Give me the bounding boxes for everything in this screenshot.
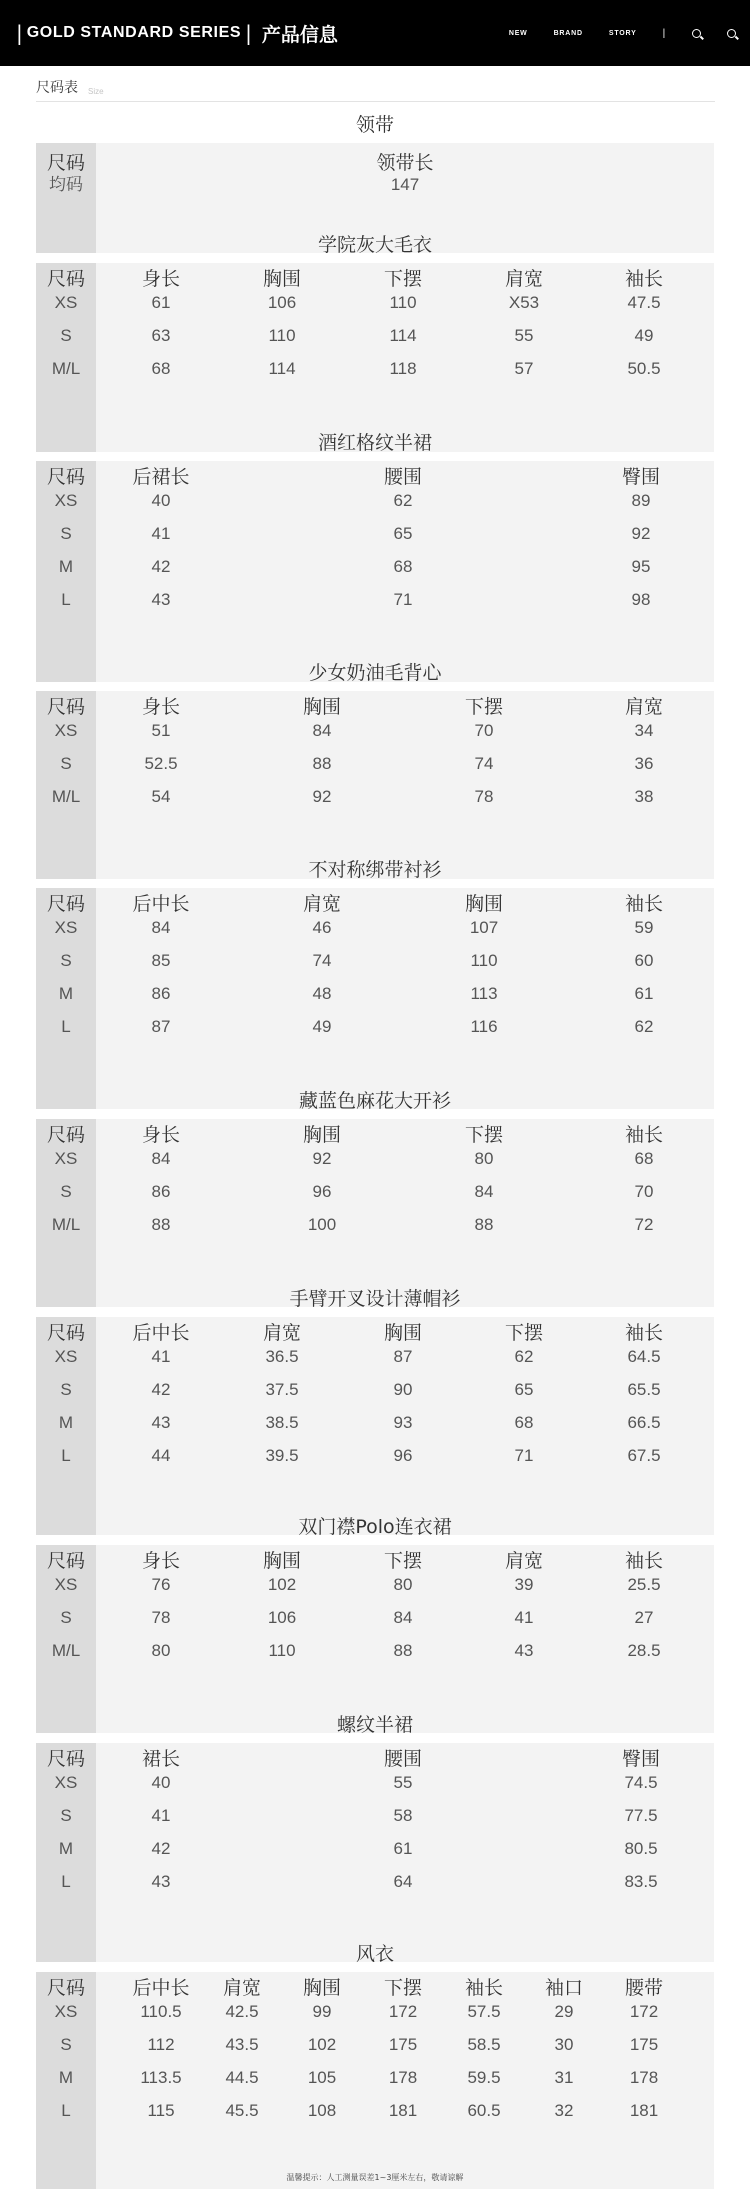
size-value: XS (54, 491, 78, 510)
measurement-value: 86 (151, 984, 171, 1003)
measurement-value: 114 (389, 326, 417, 345)
size-value: M (58, 2068, 74, 2087)
section-subtitle: Size (88, 87, 104, 96)
measurement-area (96, 1545, 714, 1733)
measurement-value: 41 (151, 1806, 171, 1825)
measurement-value: 116 (470, 1017, 498, 1036)
column-header: 身长 (141, 1550, 180, 1572)
measurement-value: 88 (474, 1215, 494, 1234)
measurement-value: 68 (393, 557, 413, 576)
column-header: 身长 (141, 696, 180, 718)
column-header: 下摆 (464, 1124, 503, 1146)
measurement-value: 90 (393, 1380, 413, 1399)
size-chart (36, 425, 714, 682)
measurement-value: 38.5 (265, 1413, 299, 1432)
measurement-value: 84 (151, 1149, 171, 1168)
measurement-value: 72 (634, 1215, 654, 1234)
chart-title: 少女奶油毛背心 (308, 662, 442, 684)
measurement-value: 28.5 (627, 1641, 661, 1660)
measurement-value: 68 (634, 1149, 654, 1168)
measurement-value: 84 (474, 1182, 494, 1201)
size-header: 尺码 (46, 893, 85, 915)
measurement-value: 60.5 (467, 2101, 501, 2120)
measurement-value: 115 (147, 2101, 175, 2120)
size-chart (36, 227, 714, 452)
size-value: S (60, 326, 72, 345)
size-header: 尺码 (46, 1748, 85, 1770)
size-header: 尺码 (46, 696, 85, 718)
measurement-value: 102 (267, 1575, 297, 1594)
brand-series: GOLD STANDARD SERIES (26, 24, 242, 41)
measurement-value: 49 (312, 1017, 332, 1036)
measurement-value: 74 (312, 951, 332, 970)
measurement-value: 49 (634, 326, 654, 345)
column-header: 领带长 (376, 152, 434, 174)
measurement-value: 34 (634, 721, 654, 740)
measurement-value: 83.5 (624, 1872, 658, 1891)
measurement-value: 92 (312, 787, 332, 806)
measurement-value: 89 (631, 491, 651, 510)
measurement-value: 80 (474, 1149, 494, 1168)
size-chart (36, 655, 714, 879)
measurement-value: 96 (393, 1446, 413, 1465)
size-value: M/L (51, 1215, 81, 1234)
measurement-value: 92 (631, 524, 651, 543)
measurement-area (96, 691, 714, 879)
measurement-area (96, 888, 714, 1109)
measurement-value: 61 (151, 293, 171, 312)
measurement-value: 77.5 (624, 1806, 658, 1825)
column-header: 袖长 (624, 1322, 663, 1344)
measurement-value: 70 (474, 721, 494, 740)
measurement-value: 62 (393, 491, 413, 510)
measurement-value: 110 (268, 326, 296, 345)
column-header: 胸围 (262, 1550, 301, 1572)
size-value: XS (54, 1575, 78, 1594)
measurement-value: 110 (470, 951, 498, 970)
size-chart (36, 1707, 714, 1962)
measurement-value: 52.5 (144, 754, 178, 773)
size-value: XS (54, 1347, 78, 1366)
measurement-value: 41 (514, 1608, 534, 1627)
measurement-value: 31 (554, 2068, 574, 2087)
measurement-value: 110 (389, 293, 417, 312)
measurement-value: 41 (151, 1347, 171, 1366)
measurement-value: 39 (514, 1575, 534, 1594)
column-header: 身长 (141, 1124, 180, 1146)
size-value: M (58, 984, 74, 1003)
measurement-value: 47.5 (627, 293, 661, 312)
nav-new[interactable]: NEW (508, 29, 528, 37)
measurement-value: 88 (393, 1641, 413, 1660)
measurement-value: 113.5 (140, 2068, 182, 2087)
measurement-value: 84 (393, 1608, 413, 1627)
size-table (36, 888, 714, 1109)
size-value: M (58, 557, 74, 576)
size-section-header (36, 74, 715, 102)
measurement-value: 68 (514, 1413, 534, 1432)
measurement-value: 65 (514, 1380, 534, 1399)
measurement-value: 78 (151, 1608, 171, 1627)
column-header: 腰围 (383, 1748, 422, 1770)
chart-title: 不对称绑带衬衫 (308, 859, 442, 881)
measurement-value: 93 (393, 1413, 413, 1432)
column-header: 肩宽 (624, 696, 663, 718)
size-value: XS (54, 918, 78, 937)
measurement-value: 84 (151, 918, 171, 937)
measurement-value: 62 (514, 1347, 534, 1366)
measurement-value: 43.5 (225, 2035, 259, 2054)
size-value: S (60, 2035, 72, 2054)
measurement-value: 98 (631, 590, 651, 609)
column-header: 袖长 (624, 893, 663, 915)
measurement-value: 86 (151, 1182, 171, 1201)
size-header: 尺码 (46, 466, 85, 488)
measurement-value: 68 (151, 359, 171, 378)
column-header: 下摆 (464, 696, 503, 718)
size-value: 均码 (49, 175, 83, 194)
chart-title: 领带 (355, 114, 394, 136)
measurement-value: 95 (631, 557, 651, 576)
size-table (36, 1545, 714, 1733)
measurement-value: 65.5 (627, 1380, 661, 1399)
page-title: 产品信息 (261, 23, 338, 46)
measurement-value: 114 (268, 359, 296, 378)
measurement-value: 42 (151, 557, 171, 576)
size-value: M (58, 1413, 74, 1432)
size-value: XS (54, 721, 78, 740)
size-chart (36, 1936, 714, 2189)
size-header: 尺码 (46, 152, 85, 174)
brand-block (16, 20, 338, 47)
measurement-value: 110.5 (140, 2002, 182, 2021)
column-header: 臀围 (621, 466, 660, 488)
size-table (36, 1317, 714, 1535)
measurement-value: 87 (393, 1347, 413, 1366)
measurement-value: 58.5 (467, 2035, 501, 2054)
measurement-value: 50.5 (627, 359, 661, 378)
measurement-value: 42.5 (225, 2002, 259, 2021)
measurement-value: 32 (554, 2101, 574, 2120)
measurement-value: 100 (307, 1215, 337, 1234)
measurement-value: 60 (634, 951, 654, 970)
measurement-value: 105 (307, 2068, 337, 2087)
measurement-value: 88 (151, 1215, 171, 1234)
measurement-value: 92 (312, 1149, 332, 1168)
size-value: S (60, 1182, 72, 1201)
measurement-area (96, 1119, 714, 1307)
measurement-value: 181 (388, 2101, 418, 2120)
chart-title: 螺纹半裙 (336, 1714, 413, 1736)
measurement-value: 64.5 (627, 1347, 661, 1366)
measurement-value: 59 (634, 918, 654, 937)
measurement-value: 65 (393, 524, 413, 543)
measurement-value: 88 (312, 754, 332, 773)
size-value: L (61, 1872, 71, 1891)
measurement-value: 80.5 (624, 1839, 658, 1858)
search-icon[interactable] (692, 29, 701, 38)
measurement-value: 106 (267, 1608, 297, 1627)
column-header: 下摆 (504, 1322, 543, 1344)
size-value: L (61, 2101, 71, 2120)
measurement-value: 46 (312, 918, 332, 937)
measurement-value: 181 (629, 2101, 659, 2120)
size-value: XS (54, 1773, 78, 1792)
column-header: 胸围 (383, 1322, 422, 1344)
measurement-value: 113 (470, 984, 498, 1003)
column-header: 臀围 (621, 1748, 660, 1770)
measurement-value: 55 (514, 326, 534, 345)
measurement-value: 48 (312, 984, 332, 1003)
column-header: 袖口 (544, 1977, 583, 1999)
column-header: 胸围 (464, 893, 503, 915)
size-chart (36, 1509, 714, 1733)
measurement-value: 43 (151, 590, 171, 609)
measurement-area (96, 1743, 714, 1962)
size-value: XS (54, 2002, 78, 2021)
measurement-value: 40 (151, 491, 171, 510)
column-header: 肩宽 (302, 893, 341, 915)
measurement-value: 78 (474, 787, 494, 806)
measurement-value: 43 (514, 1641, 534, 1660)
measurement-value: 175 (388, 2035, 418, 2054)
column-header: 肩宽 (222, 1977, 261, 1999)
column-header: 下摆 (383, 1550, 422, 1572)
measurement-value: 43 (151, 1413, 171, 1432)
size-chart (36, 852, 714, 1109)
measurement-value: 80 (393, 1575, 413, 1594)
chart-title: 学院灰大毛衣 (317, 234, 432, 256)
column-header: 胸围 (262, 268, 301, 290)
measurement-value: 71 (393, 590, 413, 609)
measurement-value: 172 (388, 2002, 418, 2021)
chart-title: 酒红格纹半裙 (317, 432, 432, 454)
column-header: 身长 (141, 268, 180, 290)
size-header: 尺码 (46, 268, 85, 290)
size-table (36, 1119, 714, 1307)
brand-divider: | (245, 21, 252, 45)
nav-brand[interactable]: BRAND (553, 29, 583, 37)
size-table (36, 461, 714, 682)
brand-bar: | (16, 21, 23, 45)
measurement-value: 44 (151, 1446, 171, 1465)
size-value: XS (54, 1149, 78, 1168)
measurement-value: 64 (393, 1872, 413, 1891)
measurement-value: 45.5 (225, 2101, 259, 2120)
measurement-value: 36.5 (265, 1347, 299, 1366)
measurement-value: 70 (634, 1182, 654, 1201)
size-value: L (61, 1446, 71, 1465)
column-header: 后中长 (132, 893, 190, 915)
size-value: S (60, 524, 72, 543)
column-header: 下摆 (383, 268, 422, 290)
column-header: 腰带 (624, 1977, 663, 1999)
measurement-area (96, 461, 714, 682)
section-title: 尺码表 (36, 80, 78, 96)
measurement-value: 172 (629, 2002, 659, 2021)
size-table (36, 1972, 714, 2189)
column-header: 裙长 (141, 1748, 180, 1770)
measurement-value: 175 (629, 2035, 659, 2054)
measurement-value: 118 (389, 359, 417, 378)
nav-separator: | (662, 27, 666, 39)
measurement-value: 67.5 (627, 1446, 661, 1465)
measurement-area (96, 1972, 714, 2189)
measurement-value: 30 (554, 2035, 574, 2054)
measurement-value: 110 (268, 1641, 296, 1660)
measurement-value: 27 (634, 1608, 654, 1627)
measurement-value: 63 (151, 326, 171, 345)
column-header: 肩宽 (504, 268, 543, 290)
size-chart (36, 1083, 714, 1307)
column-header: 后中长 (132, 1977, 190, 1999)
measurement-value: 178 (629, 2068, 659, 2087)
column-header: 袖长 (624, 1124, 663, 1146)
size-value: S (60, 1806, 72, 1825)
measurement-value: 87 (151, 1017, 171, 1036)
column-header: 后中长 (132, 1322, 190, 1344)
size-value: L (61, 1017, 71, 1036)
measurement-value: 42 (151, 1839, 171, 1858)
column-header: 袖长 (464, 1977, 503, 1999)
nav-story[interactable]: STORY (608, 29, 637, 37)
measurement-area (96, 1317, 714, 1535)
search-icon-secondary[interactable] (727, 29, 736, 38)
size-value: M/L (51, 787, 81, 806)
size-value: S (60, 1380, 72, 1399)
measurement-value: 76 (151, 1575, 171, 1594)
size-table (36, 1743, 714, 1962)
size-value: M/L (51, 359, 81, 378)
measurement-value: 40 (151, 1773, 171, 1792)
size-header: 尺码 (46, 1550, 85, 1572)
measurement-value: 41 (151, 524, 171, 543)
size-chart (36, 1281, 714, 1535)
measurement-value: 102 (307, 2035, 337, 2054)
size-header: 尺码 (46, 1977, 85, 1999)
measurement-value: X53 (508, 293, 540, 312)
measurement-value: 38 (634, 787, 654, 806)
measurement-value: 58 (393, 1806, 413, 1825)
measurement-value: 51 (151, 721, 171, 740)
measurement-note: 温馨提示：人工测量误差1~3厘米左右，敬请谅解 (286, 2173, 464, 2182)
column-header: 袖长 (624, 1550, 663, 1572)
measurement-value: 66.5 (627, 1413, 661, 1432)
measurement-value: 57.5 (467, 2002, 501, 2021)
size-table (36, 263, 714, 452)
measurement-value: 42 (151, 1380, 171, 1399)
size-value: S (60, 951, 72, 970)
measurement-value: 108 (307, 2101, 337, 2120)
measurement-value: 55 (393, 1773, 413, 1792)
column-header: 胸围 (302, 1977, 341, 1999)
measurement-value: 112 (147, 2035, 175, 2054)
measurement-value: 147 (390, 175, 420, 194)
chart-title: 风衣 (355, 1943, 394, 1965)
measurement-value: 36 (634, 754, 654, 773)
column-header: 肩宽 (262, 1322, 301, 1344)
measurement-value: 61 (634, 984, 654, 1003)
measurement-value: 25.5 (627, 1575, 661, 1594)
size-value: S (60, 1608, 72, 1627)
main-nav (509, 28, 736, 39)
measurement-area (96, 263, 714, 452)
measurement-value: 59.5 (467, 2068, 501, 2087)
column-header: 下摆 (383, 1977, 422, 1999)
measurement-value: 43 (151, 1872, 171, 1891)
measurement-value: 107 (469, 918, 499, 937)
column-header: 袖长 (624, 268, 663, 290)
measurement-value: 44.5 (225, 2068, 259, 2087)
measurement-value: 80 (151, 1641, 171, 1660)
size-value: M (58, 1839, 74, 1858)
size-header: 尺码 (46, 1322, 85, 1344)
column-header: 肩宽 (504, 1550, 543, 1572)
size-value: XS (54, 293, 78, 312)
column-header: 后裙长 (132, 466, 190, 488)
measurement-value: 62 (634, 1017, 654, 1036)
size-table (36, 691, 714, 879)
size-value: S (60, 754, 72, 773)
column-header: 腰围 (383, 466, 422, 488)
chart-title: 双门襟Polo连衣裙 (298, 1516, 452, 1538)
measurement-value: 57 (514, 359, 534, 378)
column-header: 胸围 (302, 1124, 341, 1146)
measurement-value: 71 (514, 1446, 534, 1465)
measurement-value: 29 (554, 2002, 574, 2021)
measurement-value: 37.5 (265, 1380, 299, 1399)
measurement-value: 84 (312, 721, 332, 740)
measurement-value: 39.5 (265, 1446, 299, 1465)
size-header: 尺码 (46, 1124, 85, 1146)
measurement-value: 96 (312, 1182, 332, 1201)
measurement-value: 178 (388, 2068, 418, 2087)
measurement-value: 74.5 (624, 1773, 658, 1792)
measurement-value: 85 (151, 951, 171, 970)
size-value: M/L (51, 1641, 81, 1660)
measurement-value: 61 (393, 1839, 413, 1858)
chart-title: 手臂开叉设计薄帽衫 (289, 1288, 461, 1310)
measurement-value: 106 (267, 293, 297, 312)
top-bar (0, 0, 750, 66)
measurement-value: 74 (474, 754, 494, 773)
measurement-value: 54 (151, 787, 171, 806)
column-header: 胸围 (302, 696, 341, 718)
measurement-value: 99 (312, 2002, 332, 2021)
chart-title: 藏蓝色麻花大开衫 (298, 1090, 451, 1112)
size-value: L (61, 590, 71, 609)
